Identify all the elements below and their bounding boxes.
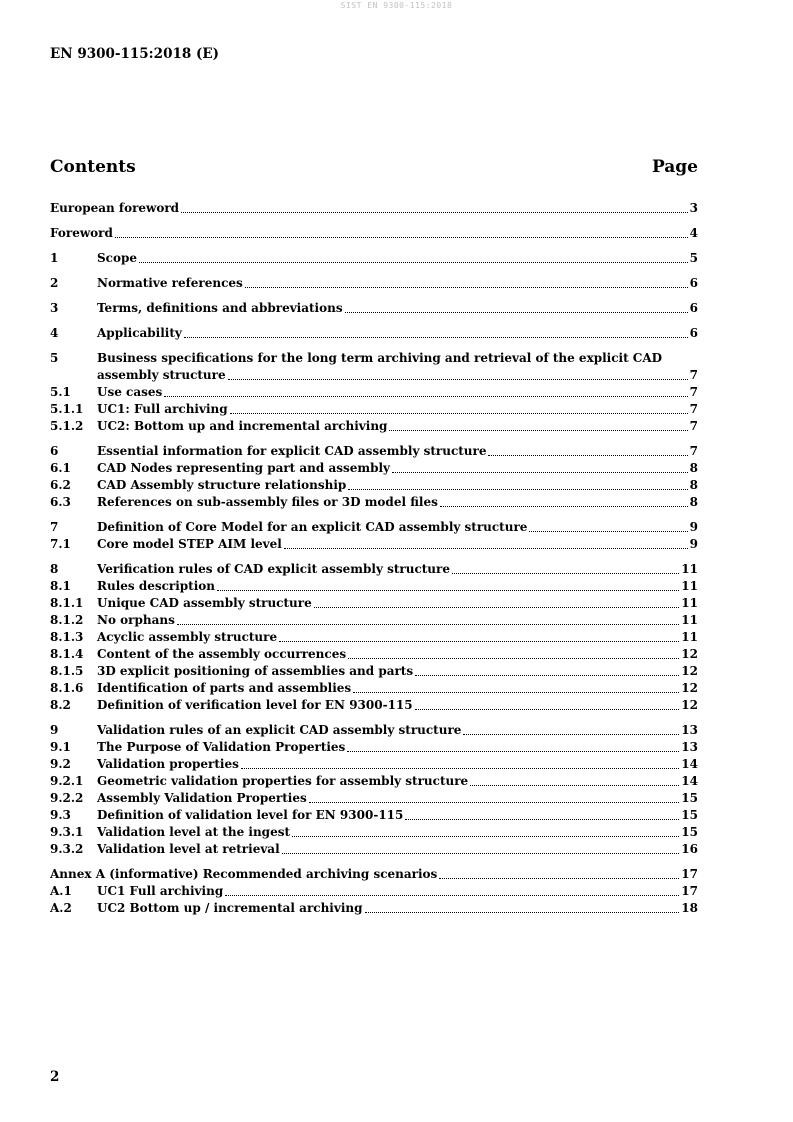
dot-leader [314, 607, 680, 608]
toc-entry-number: 3 [50, 301, 59, 315]
dot-leader [139, 262, 688, 263]
dot-leader [309, 802, 680, 803]
dot-leader [228, 379, 688, 380]
toc-group [50, 300, 698, 317]
toc-entry[interactable] [50, 300, 698, 317]
toc-entry-page: 14 [681, 757, 698, 771]
toc-entry-title: No orphans [97, 613, 175, 627]
toc-entry[interactable] [50, 418, 698, 435]
toc-entry[interactable] [50, 900, 698, 917]
toc-entry[interactable] [50, 460, 698, 477]
toc-entry[interactable] [50, 841, 698, 858]
toc-entry-title: Use cases [97, 385, 163, 399]
toc-group [50, 722, 698, 858]
toc-entry-title: Acyclic assembly structure [97, 630, 278, 644]
toc-group [50, 225, 698, 242]
dot-leader [345, 312, 688, 313]
toc-entry-number: 9.2.2 [50, 791, 84, 805]
dot-leader [348, 489, 687, 490]
toc-entry-title: Validation rules of an explicit CAD assembly structure [97, 723, 462, 737]
toc-entry-page: 3 [689, 201, 698, 215]
toc-entry-title: Core model STEP AIM level [97, 537, 282, 551]
toc-entry[interactable] [50, 325, 698, 342]
toc-entry-number: 6 [50, 444, 59, 458]
dot-leader [452, 573, 679, 574]
contents-title: Contents [50, 157, 136, 177]
toc-entry[interactable] [50, 519, 698, 536]
toc-entry[interactable] [50, 646, 698, 663]
toc-entry[interactable] [50, 595, 698, 612]
toc-entry-page: 13 [681, 723, 698, 737]
toc-entry-title: UC1 Full archiving [97, 884, 224, 898]
toc-entry[interactable] [50, 722, 698, 739]
dot-leader [217, 590, 679, 591]
toc-entry-page: 12 [681, 698, 698, 712]
toc-group [50, 275, 698, 292]
toc-entry-title: Foreword [50, 226, 113, 240]
toc-entry-number: 2 [50, 276, 59, 290]
dot-leader [392, 472, 688, 473]
toc-entry-page: 6 [689, 301, 698, 315]
toc-entry-number: 8.2 [50, 698, 71, 712]
toc-entry-title: Annex A (informative) Recommended archiving scenarios [50, 867, 438, 881]
toc-entry-page: 18 [681, 901, 698, 915]
toc-entry-page: 7 [689, 368, 698, 382]
dot-leader [439, 878, 679, 879]
toc-group [50, 325, 698, 342]
toc-entry[interactable] [50, 275, 698, 292]
toc-entry-number: 9.1 [50, 740, 71, 754]
toc-entry-title: Definition of validation level for EN 9300-115 [97, 808, 404, 822]
toc-entry-title: Rules description [97, 579, 216, 593]
dot-leader [181, 212, 688, 213]
toc-entry[interactable] [50, 612, 698, 629]
toc-entry-number: 8.1.1 [50, 596, 84, 610]
dot-leader [470, 785, 679, 786]
contents-header [50, 157, 698, 177]
toc-entry-page: 8 [689, 461, 698, 475]
watermark: SIST EN 9300-115:2018 [340, 1, 453, 10]
toc-entry-page: 6 [689, 326, 698, 340]
toc-entry[interactable] [50, 561, 698, 578]
page-column-label: Page [651, 157, 698, 177]
toc-entry-page: 5 [689, 251, 698, 265]
toc-entry-page: 7 [689, 385, 698, 399]
toc-entry-number: 7.1 [50, 537, 71, 551]
toc-group [50, 561, 698, 714]
dot-leader [245, 287, 688, 288]
toc-entry-title: Definition of verification level for EN 9300-115 [97, 698, 413, 712]
toc-entry-number: 9.3 [50, 808, 71, 822]
dot-leader [164, 396, 687, 397]
dot-leader [284, 548, 688, 549]
toc-group [50, 443, 698, 511]
toc-entry-title: References on sub-assembly files or 3D model files [97, 495, 438, 509]
toc-entry-page: 9 [689, 537, 698, 551]
toc-entry-page: 7 [689, 444, 698, 458]
dot-leader [415, 709, 680, 710]
toc-entry[interactable] [50, 629, 698, 646]
toc-entry[interactable] [50, 824, 698, 841]
toc-entry-page: 7 [689, 419, 698, 433]
toc-group [50, 350, 698, 435]
toc-entry[interactable] [50, 384, 698, 401]
toc-entry[interactable] [50, 578, 698, 595]
toc-entry-title: Unique CAD assembly structure [97, 596, 312, 610]
toc-entry[interactable] [50, 477, 698, 494]
toc-entry-title: UC2 Bottom up / incremental archiving [97, 901, 363, 915]
toc-entry-page: 8 [689, 478, 698, 492]
toc-entry-number: 5.1 [50, 385, 71, 399]
toc-entry-page: 9 [689, 520, 698, 534]
toc-entry-title: UC2: Bottom up and incremental archiving [97, 419, 388, 433]
toc-entry-page: 17 [681, 867, 698, 881]
toc-entry-title-continued: assembly structure [97, 368, 226, 382]
toc-entry-page: 11 [681, 562, 698, 576]
toc-group [50, 200, 698, 217]
dot-leader [225, 895, 679, 896]
toc-entry-page: 14 [681, 774, 698, 788]
dot-leader [529, 531, 687, 532]
dot-leader [463, 734, 679, 735]
dot-leader [292, 836, 679, 837]
toc-entry-number: 4 [50, 326, 59, 340]
toc-entry[interactable] [50, 200, 698, 217]
toc-entry[interactable] [50, 790, 698, 807]
dot-leader [177, 624, 679, 625]
toc-group [50, 866, 698, 917]
toc-entry[interactable] [50, 807, 698, 824]
toc-entry-number: 8.1.4 [50, 647, 84, 661]
toc-entry-number: 5 [50, 351, 59, 365]
toc-entry-title: Verification rules of CAD explicit assembly structure [97, 562, 450, 576]
dot-leader [440, 506, 688, 507]
toc-entry[interactable] [50, 401, 698, 418]
dot-leader [348, 658, 679, 659]
toc-entry-page: 12 [681, 681, 698, 695]
toc-entry-number: 8.1.5 [50, 664, 84, 678]
table-of-contents [50, 200, 698, 925]
toc-entry-page: 12 [681, 664, 698, 678]
toc-entry-title: Identification of parts and assemblies [97, 681, 352, 695]
toc-entry-number: 9.3.1 [50, 825, 84, 839]
toc-entry[interactable] [50, 536, 698, 553]
toc-entry-title: CAD Nodes representing part and assembly [97, 461, 391, 475]
toc-entry-number: 5.1.2 [50, 419, 84, 433]
toc-entry-title: Business specifications for the long term archiving and retrieval of the explicit CAD [97, 351, 663, 365]
toc-entry-title: UC1: Full archiving [97, 402, 228, 416]
toc-entry-title: Validation level at the ingest [97, 825, 290, 839]
toc-entry-number: 1 [50, 251, 59, 265]
toc-entry[interactable] [50, 773, 698, 790]
toc-entry-number: 8.1.3 [50, 630, 84, 644]
toc-entry[interactable] [50, 225, 698, 242]
toc-entry-number: 6.2 [50, 478, 71, 492]
document-id: EN 9300-115:2018 (E) [50, 46, 220, 62]
toc-entry-title: Geometric validation properties for assembly structure [97, 774, 469, 788]
toc-entry-title: Terms, definitions and abbreviations [97, 301, 343, 315]
dot-leader [115, 237, 688, 238]
toc-entry-number: 6.1 [50, 461, 71, 475]
toc-entry-number: 8.1.6 [50, 681, 84, 695]
toc-entry[interactable] [50, 756, 698, 773]
toc-entry-continuation[interactable] [50, 367, 698, 384]
toc-entry-number: 8.1 [50, 579, 71, 593]
dot-leader [282, 853, 680, 854]
dot-leader [389, 430, 687, 431]
toc-entry-number: 9.2 [50, 757, 71, 771]
toc-entry-page: 15 [681, 825, 698, 839]
toc-entry-title: Definition of Core Model for an explicit CAD assembly structure [97, 520, 528, 534]
toc-entry-page: 13 [681, 740, 698, 754]
toc-entry-number: 8.1.2 [50, 613, 84, 627]
toc-entry-number: 9.3.2 [50, 842, 84, 856]
toc-entry-page: 11 [681, 579, 698, 593]
toc-entry-title: The Purpose of Validation Properties [97, 740, 346, 754]
toc-entry-title: Applicability [97, 326, 182, 340]
toc-entry-title: Assembly Validation Properties [97, 791, 307, 805]
toc-entry-title: 3D explicit positioning of assemblies and parts [97, 664, 414, 678]
toc-entry-number: A.1 [50, 884, 72, 898]
dot-leader [365, 912, 680, 913]
toc-entry-title: Essential information for explicit CAD assembly structure [97, 444, 487, 458]
toc-entry-title: CAD Assembly structure relationship [97, 478, 347, 492]
toc-entry-page: 11 [681, 613, 698, 627]
toc-entry-number: 7 [50, 520, 59, 534]
toc-entry-page: 15 [681, 808, 698, 822]
dot-leader [353, 692, 679, 693]
toc-entry-page: 15 [681, 791, 698, 805]
toc-entry-page: 11 [681, 630, 698, 644]
dot-leader [184, 337, 688, 338]
toc-entry-page: 11 [681, 596, 698, 610]
toc-entry[interactable] [50, 866, 698, 883]
dot-leader [279, 641, 679, 642]
toc-entry-page: 12 [681, 647, 698, 661]
toc-entry[interactable] [50, 883, 698, 900]
toc-entry[interactable] [50, 697, 698, 714]
dot-leader [405, 819, 679, 820]
dot-leader [347, 751, 679, 752]
dot-leader [415, 675, 679, 676]
toc-entry-page: 17 [681, 884, 698, 898]
toc-entry-title: Validation properties [97, 757, 239, 771]
toc-entry-title: Normative references [97, 276, 243, 290]
toc-group [50, 250, 698, 267]
toc-entry[interactable] [50, 443, 698, 460]
toc-entry-number: 9 [50, 723, 59, 737]
page-number: 2 [50, 1069, 60, 1085]
dot-leader [241, 768, 679, 769]
toc-entry-page: 16 [681, 842, 698, 856]
toc-entry-page: 4 [689, 226, 698, 240]
toc-entry[interactable] [50, 680, 698, 697]
dot-leader [230, 413, 688, 414]
toc-entry[interactable] [50, 350, 698, 367]
toc-entry[interactable] [50, 494, 698, 511]
toc-entry-page: 7 [689, 402, 698, 416]
toc-entry-page: 6 [689, 276, 698, 290]
toc-entry-title: European foreword [50, 201, 180, 215]
dot-leader [488, 455, 687, 456]
toc-entry[interactable] [50, 663, 698, 680]
toc-entry-title: Validation level at retrieval [97, 842, 280, 856]
toc-entry-number: 6.3 [50, 495, 71, 509]
toc-entry-page: 8 [689, 495, 698, 509]
toc-entry-title: Scope [97, 251, 138, 265]
toc-entry-number: 9.2.1 [50, 774, 84, 788]
toc-entry[interactable] [50, 250, 698, 267]
toc-group [50, 519, 698, 553]
toc-entry-number: 8 [50, 562, 59, 576]
toc-entry-title: Content of the assembly occurrences [97, 647, 347, 661]
toc-entry[interactable] [50, 739, 698, 756]
toc-entry-number: 5.1.1 [50, 402, 84, 416]
toc-entry-number: A.2 [50, 901, 72, 915]
